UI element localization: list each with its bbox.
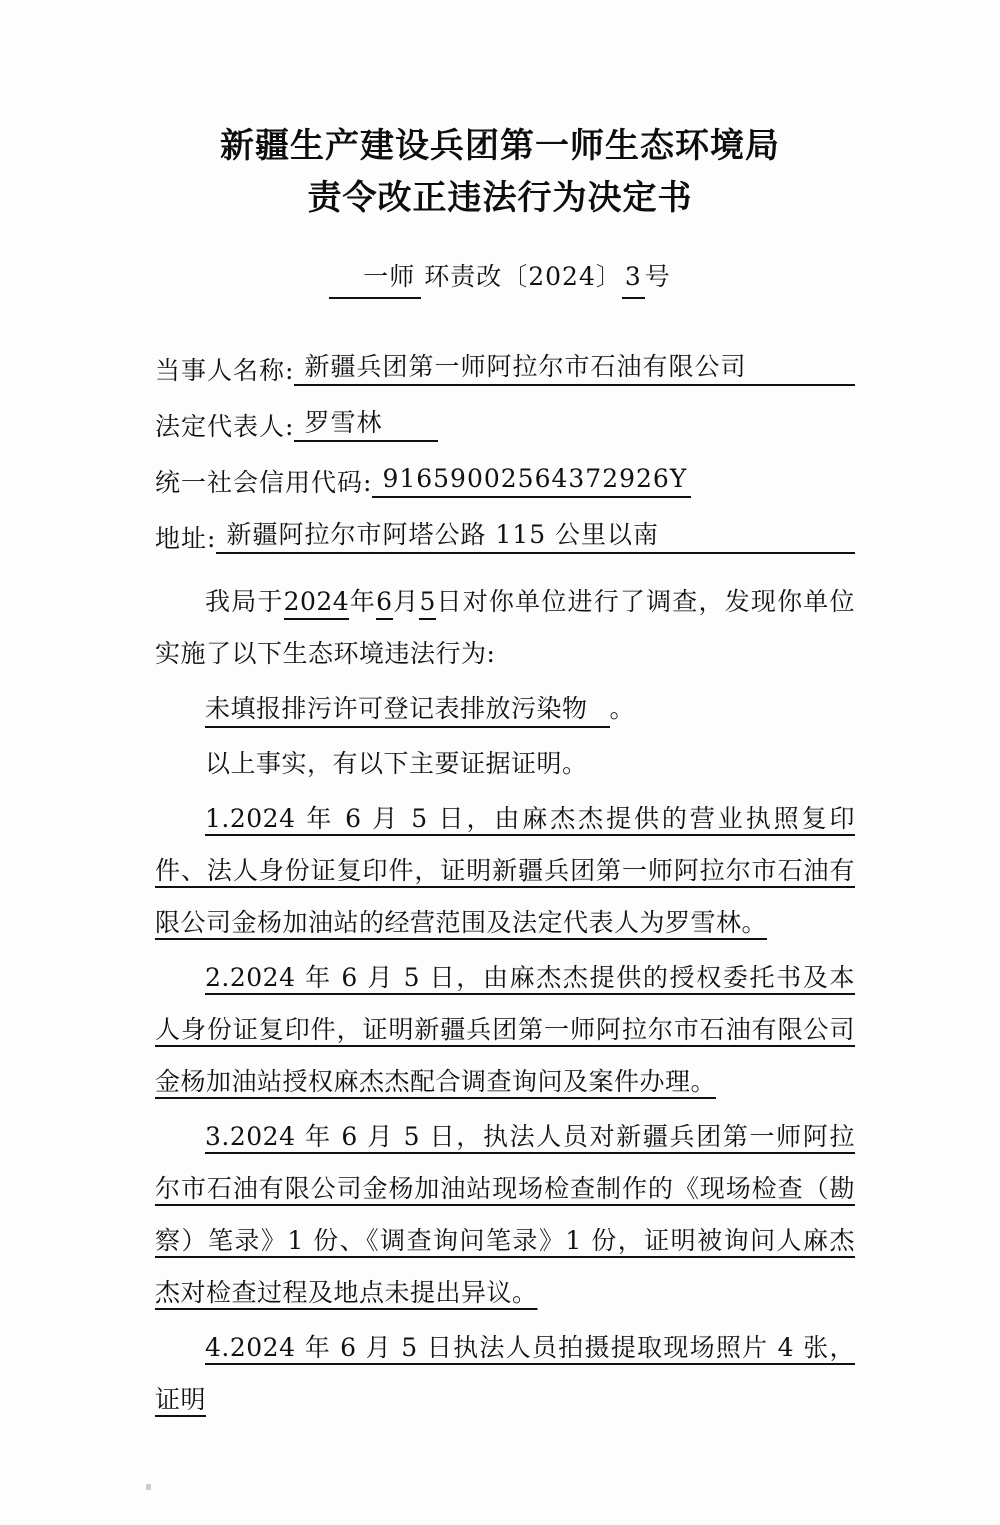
- page-title-line-1: 新疆生产建设兵团第一师生态环境局: [220, 126, 780, 166]
- scan-artifact-speck: [146, 1484, 151, 1490]
- field-party-name-value: 新疆兵团第一师阿拉尔市石油有限公司: [294, 352, 855, 386]
- investigation-year-suffix: 年: [349, 587, 377, 616]
- evidence-item-1: 1.2024 年 6 月 5 日，由麻杰杰提供的营业执照复印件、法人身份证复印件，证明新疆兵团第一师阿拉尔市石油有限公司金杨加油站的经营范围及法定代表人为罗雪林。: [155, 804, 855, 937]
- field-party-name-label: 当事人名称:: [155, 356, 295, 385]
- field-credit-code: [155, 464, 855, 498]
- document-number-issuer: 一师: [329, 258, 421, 299]
- document-number-suffix: 号: [644, 262, 671, 291]
- investigation-day: 5: [419, 587, 435, 620]
- investigation-text-tail: 日对你单位进行了调查，发现你单位实施了以下生态环境违法行为:: [155, 587, 855, 668]
- investigation-year: 2024: [284, 587, 350, 620]
- violation-statement-period: 。: [609, 694, 636, 723]
- evidence-item-4: 4.2024 年 6 月 5 日执法人员拍摄提取现场照片 4 张，证明: [155, 1333, 855, 1414]
- document-body: [155, 352, 855, 1429]
- evidence-item-2: 2.2024 年 6 月 5 日，由麻杰杰提供的授权委托书及本人身份证复印件，证明新疆兵团第一师阿拉尔市石油有限公司金杨加油站授权麻杰杰配合调查询问及案件办理。: [155, 963, 855, 1096]
- document-title-block: [0, 120, 1000, 224]
- investigation-month: 6: [376, 587, 392, 620]
- field-party-name: [155, 352, 855, 386]
- violation-statement: [155, 683, 855, 735]
- field-credit-code-value: 91659002564372926Y: [372, 464, 691, 498]
- document-number-serial: 3: [622, 258, 645, 299]
- document-number-prefix: 环责改〔2024〕: [424, 262, 622, 291]
- field-address: [155, 520, 855, 554]
- investigation-month-suffix: 月: [392, 587, 420, 616]
- investigation-paragraph: [155, 576, 855, 680]
- investigation-text-lead: 我局于: [205, 587, 284, 616]
- violation-statement-text: 未填报排污许可登记表排放污染物: [205, 694, 610, 728]
- document-number: [0, 258, 1000, 299]
- field-legal-representative-label: 法定代表人:: [155, 412, 295, 441]
- field-address-label: 地址:: [155, 524, 217, 553]
- evidence-item-3: 3.2024 年 6 月 5 日，执法人员对新疆兵团第一师阿拉尔市石油有限公司金杨加油站现场检查制作的《现场检查（勘察）笔录》1 份、《调查询问笔录》1 份，证明被询问人麻杰杰对检查过程及地点未提出异议。: [155, 1122, 855, 1307]
- page-title-line-2: 责令改正违法行为决定书: [307, 178, 693, 218]
- field-legal-representative: [155, 408, 855, 442]
- field-legal-representative-value: 罗雪林: [294, 408, 438, 442]
- field-address-value: 新疆阿拉尔市阿塔公路 115 公里以南: [216, 520, 855, 554]
- field-credit-code-label: 统一社会信用代码:: [155, 468, 373, 497]
- evidence-intro: 以上事实，有以下主要证据证明。: [205, 749, 588, 778]
